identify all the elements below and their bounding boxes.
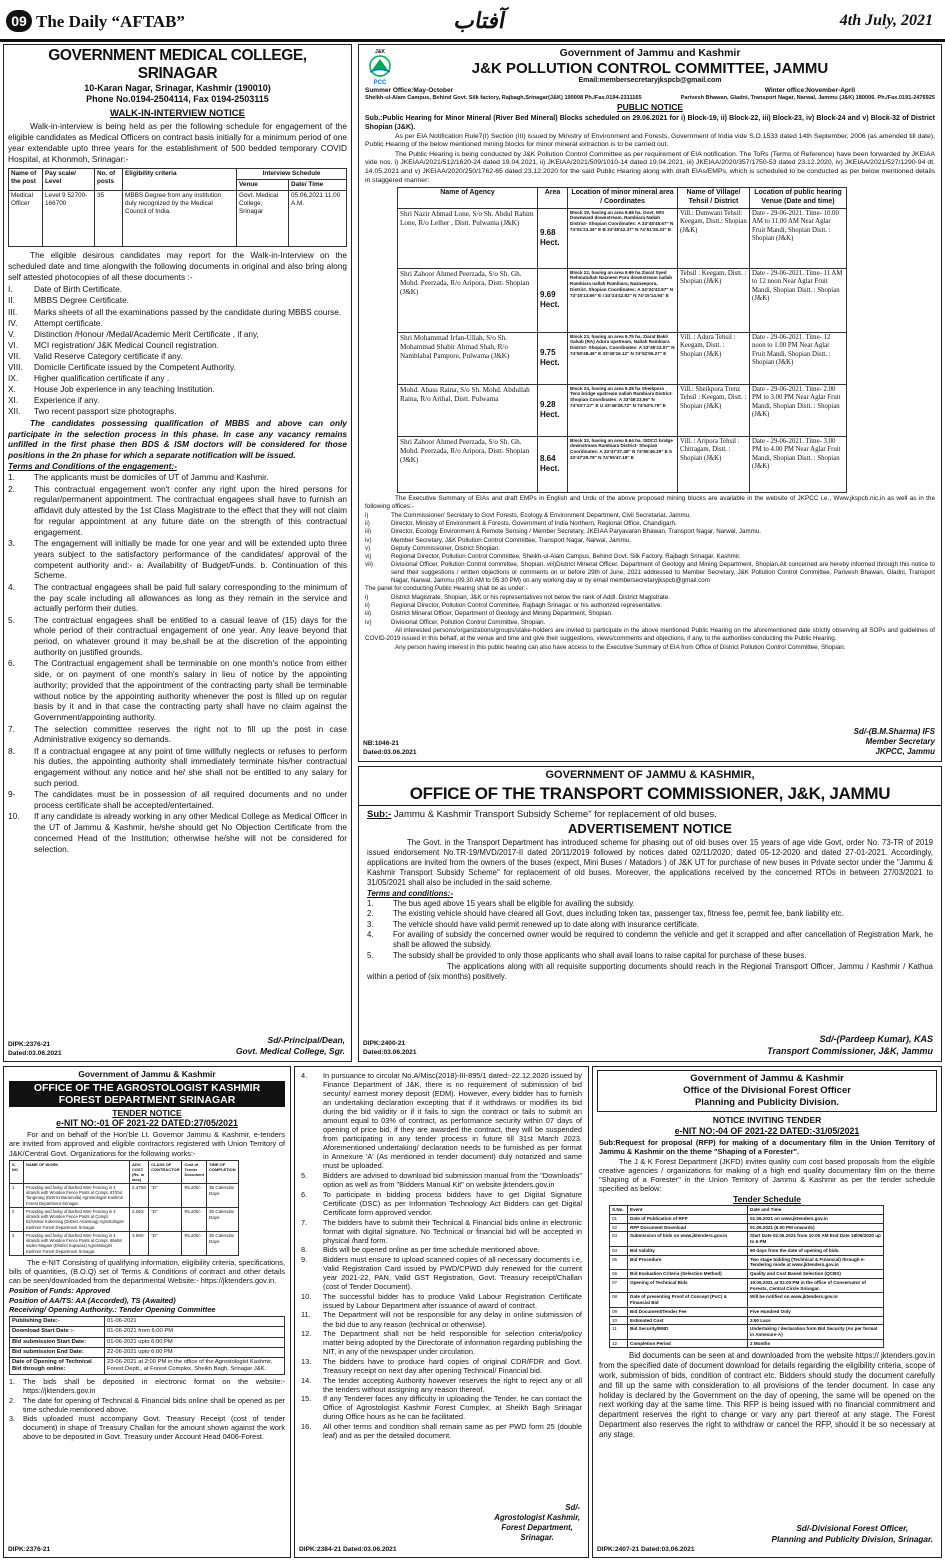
- list-item: 4. In pursuance to circular No.A/Misc(2018)-III-895/1 dated:-22.12.2020 issued by Finance Department of J&K, there is no requirement of submission of bid security/ earnest money deposit (EDM). However, every bidder has to furnish an undertaking declaration excepting that if it withdraws or modifies its bid during the bid validity or if it fails to sign the contract or fails to submit an amount equal to 03% of contract, as performance security within 07 days of opening of price bid, if they are awarded the contract, they will be suspended from participating in any tender process in future till 31st March 2023. Aforementioned undertaking/ declaration needs to be furnished as per format in Annexure 'A' (As mentioned in tender document) duly notarized and same must be uploaded.: [301, 1070, 582, 1171]
- agro-authority: Receiving/ Opening Authority.: Tender Opening Committee: [9, 1304, 216, 1314]
- td-venue: Date - 29-06-2021. Time- 12 noon to 1.00 PM Near Aglar Fruit Mandi, Shopian Distt. : Shopian (J&K): [750, 332, 847, 384]
- table-row: 1 Providing and fixing of Barbed Wire Fencing in 4 strands with Wooden Fence Posts at Compt. 67/Gul Tangmarg (District Baramulla) Agrostologist Kashmir Forest Department Srinagar. 2.4750 "D" Rs.200/- 35 Calendar Days: [10, 1183, 239, 1207]
- table-row: [398, 332, 847, 384]
- forest-p2: Bid documents can be seen at and downloaded from the website https:// jktenders.gov.in from the specified date of document download for details regarding the eligibility criteria, scope of work, submission of bids, condition of contract etc. Bidders should study the document carefully and fill up the same with consideration to all provisions of the tender document. In case any holiday is declared by the Government on the day of opening, the same will be opened on the next working day at the same time. This RFP is being issued with no financial commitment and department reserves the right to change or vary any part thereof at any stage. The Forest Department also reserves the right to withdraw or cancel the RFP, should it be so necessary at any stage.: [599, 1351, 935, 1439]
- th-event: Event: [628, 1206, 748, 1215]
- th-work: NAME OF WORK: [24, 1160, 130, 1183]
- transport-dipk-no: DIPK:2400-21: [363, 1040, 406, 1047]
- table-row: 2 Providing and fixing of Barbed Wire Fencing in 4 strands with Wooden Fence Posts at Compt. 62/Vatnar Kokernag (District Anantnag) Agrostologist Kashmir Forest Department Srinagar. 2.063 "D" Rs.200/- 30 Calendar Days: [10, 1207, 239, 1231]
- list-item: II. MBBS Degree Certificate.: [8, 295, 129, 306]
- th-eligibility: Eligibility criteria: [123, 169, 237, 191]
- newspaper-name: The Daily “AFTAB”: [36, 12, 185, 31]
- jkpcc-email: Email:membersecretaryjkspcb@gmail.com: [578, 77, 722, 85]
- agro-nit: e-NIT NO:-01 OF 2021-22 DATED:27/05/2021: [56, 1118, 238, 1129]
- td-location: Block 22, having an area 9.69 ha Ziarat Syed Rehmatullah Nazneen Pora downstream nallah Rambiara nallah Rambiara, Nazneepora, District. Shopian Coordinates: A 34°24'42.87" N 74°15'13.66" E I 34°24'42.82" N 74°15'14.94" E: [568, 268, 678, 332]
- list-item: 4. The contractual engagees shall be paid full salary corresponding to the minimum of the pay scale including all allowances as long as they remain in the service and actually perform their duties.: [8, 581, 347, 614]
- td-count: 35: [95, 191, 123, 247]
- forest-advertisement: [592, 1066, 942, 1558]
- list-item: IX. Higher qualification certificate if any .: [8, 373, 170, 384]
- agro-gov: Government of Jammu & Kashmir: [78, 1069, 216, 1079]
- list-item: i) The Commissioner/ Secretary to Govt Forests, Ecology & Environment Department, Civil Secretariat, Jammu.: [365, 511, 691, 519]
- th-venue: Venue: [237, 180, 289, 191]
- jkpcc-sub: Sub.:Public Hearing for Minor Mineral (River Bed Mineral) Blocks scheduled on 29.06.2021 for i) Block-19, ii) Block-22, iii) Block-23, iv) Block-24 and v) Block-32 of District Shopian (J&K).: [365, 114, 935, 131]
- list-item: 2. This contractual engagement won't confer any right upon the hired persons for regular/permanent appointment. The contractual engagees shall have to furnish an affidavit duly attested by the 1st Class Magistrate to the effect that they will not claim for regular appointment at any future date on the strength of this contractual engagement.: [8, 483, 347, 537]
- gmc-dipk-no: DIPK:2376-21: [8, 1041, 51, 1048]
- list-item: 7. The bidders have to submit their Technical & Financial bids online in electronic format with digital signature. No Technical or financial bid will be accepted in physical /hard form.: [301, 1217, 582, 1245]
- list-item: 2. The existing vehicle should have cleared all Govt, dues including token tax, passenger tax, fitness fee, permit fee, bank liability etc.: [367, 909, 844, 919]
- list-item: i) District Magistrate, Shopian, J&K or his representatives not below the rank of Addl. District Magistrate.: [365, 593, 670, 601]
- jkpcc-addr-winter: Parivesh Bhawan, Gladni, Transport Nagar, Narwal, Jammu (J&K) 180006. Ph./Fax.0191-2476925: [680, 95, 935, 101]
- td-area: 9.68 Hect.: [538, 208, 568, 268]
- newspaper-logo: آفتاب: [452, 8, 508, 34]
- agro-works-table: [9, 1160, 239, 1256]
- list-item: 12. The Department shall not be held responsible for selection criteria/policy matter being adopted by the Directorate of information regarding publishing the NIT, in any of the newspaper under circulation.: [301, 1329, 582, 1357]
- table-row: 07 Opening of Technical Bids 19.06.2021 at 02.00 PM in the office of Conservator of Forests, Central Circle Srinagar.: [610, 1278, 884, 1292]
- jkpcc-nb: [363, 739, 417, 757]
- gmc-intro: Walk-in-interview is being held as per the following schedule for engagement of the eligible candidates as Medical Officers on contract basis initially for a minimum period of one year extendable upto three years for the establishment of 500 bedded temporary COVID Hospital, at Khonmoh, Srinagar:-: [8, 121, 347, 165]
- table-row: Bid submission End Date: 22-06-2021 upto 6:00 PM: [10, 1347, 285, 1357]
- list-item: 1. The bus aged above 15 years shall be eligible for availing the subsidy.: [367, 898, 635, 908]
- list-item: 1. The bids shall be deposited in electronic format on the website:- https://jktenders.gov.in: [9, 1377, 285, 1396]
- agro-advertisement: [3, 1066, 291, 1558]
- transport-gov: GOVERNMENT OF JAMMU & KASHMIR,: [545, 769, 755, 781]
- list-item: 6. The Contractual engagement shall be terminable on one month's notice from either side, or on payment of one month's salary in lieu of notice by the appointing authority; provided that the appointment of the contracting party shall be terminable without notice by the appointing authority whenever the post is filled up on regular basis by it and in that case the contracting party shall have no claim against the Government/appointing authority.: [8, 658, 347, 723]
- jkpcc-p2: The Public Hearing is being conducted by J&K Pollution Control Committee as per requirement of EIA notification. The ToRs (Terms of Reference) have been forwarded by JKEIAA vide nos. i) JKEIAA/2021/512/1620-24 dated 19.04.2021, ii) JKEIAA/2021/509/1010-14 dated 19.04.2021, iii) JKEIAA/2020/357/1750-53 dated 23.12.2020, iv) JKEIAA/2021/527/1290-94 dt. 14.05.2021 and v) JKEIAA/2020/250/1762-65 dated 23.12.2020 for the said Public Hearing along with draft EIAs/EMPs, which is scheduled to be conducted as per below mentioned details in staggered manner:: [365, 150, 935, 184]
- transport-dated: Dated:03.06.2021: [363, 1049, 417, 1056]
- list-item: V. Distinction /Honour /Medal/Academic Merit Certificate , if any,: [8, 328, 259, 339]
- jkpcc-addr-summer: Sheikh-ul-Alam Campus, Behind Govt. Silk factory, Rajbagh,Srinagar(J&K) 190008 Ph./Fax.0194-2311165: [365, 95, 642, 101]
- transport-p2: The applications along with all requisite supporting documents should reach in the Regional Transport Officer, Jammu / Kashmir / Kathua within a period of (six months) positively.: [367, 961, 933, 981]
- jkpcc-title: J&K POLLUTION CONTROL COMMITTEE, JAMMU: [471, 60, 829, 78]
- table-row: 11 Bid Security/EMD Undertaking / declaration form Bid Security (As per format in Annexure-A): [610, 1325, 884, 1339]
- jkpcc-gov: Government of Jammu and Kashmir: [559, 47, 741, 59]
- jkpcc-summer: Summer Office:May-October: [365, 86, 454, 94]
- forest-office1: Office of the Divisional Forest Officer: [683, 1085, 851, 1096]
- pcc-emblem-icon: [366, 55, 394, 77]
- td-venue: Date - 29-06-2021. Time- 2.00 PM to 3.00 PM Near Aglar Fruit Mandi, Shopian Distt. : Shopian (J&K): [750, 384, 847, 436]
- th-class: CLASS OF CONTRACTOR: [149, 1160, 182, 1183]
- gmc-sig-line2: Govt. Medical College, Sgr.: [235, 1046, 345, 1056]
- list-item: 16. All other terms and condition shall remain same as per PWD form 25 (double leaf) and as per the detailed document.: [301, 1422, 582, 1441]
- jkpcc-notice: PUBLIC NOTICE: [616, 101, 684, 112]
- jkpcc-p3: The Executive Summary of EIAs and draft EMPs in English and Urdu of the above proposed mining blocks are available in the website of JKPCC i.e., Www.jkspcb.nic.in as well as in the following offices:-: [365, 494, 935, 510]
- td-village: Vill.: Dumwani Tehsil: Keegam, Distt.: Shopian (J&K): [678, 208, 750, 268]
- td-agency: Shri Zahoor Ahmed Peerzada, S/o Sh. Gh. Mohd. Peerzada, R/o Aripora, Distt. Shopian (J&K): [398, 268, 538, 332]
- agro-sig-line3: Forest Department,: [501, 1523, 573, 1532]
- transport-signature: [767, 1033, 933, 1057]
- gmc-dated: Dated:03.06.2021: [8, 1050, 62, 1057]
- jkpcc-signature: [854, 727, 935, 757]
- gmc-dipk: [8, 1040, 62, 1058]
- th-agency: Name of Agency: [398, 188, 538, 209]
- transport-terms-title: Terms and conditions:-: [367, 888, 453, 898]
- gmc-signature: [236, 1035, 345, 1057]
- list-item: 2. The date for opening of Technical & Financial bids online shall be opened as per time schedule mentioned above.: [9, 1395, 285, 1414]
- list-item: XI. Experience if any.: [8, 395, 100, 406]
- list-item: 11. The Department will not be responsible for any delay in online submission of the bid due to any reason (technical or otherwise).: [301, 1310, 582, 1329]
- td-post: Medical Officer: [9, 191, 43, 247]
- transport-sub-label: Sub:-: [367, 808, 392, 820]
- table-row: Publishing Date:- 01-06-2021: [10, 1317, 285, 1327]
- gmc-title: GOVERNMENT MEDICAL COLLEGE, SRINAGAR: [48, 47, 307, 82]
- td-location: Block 19, having an area 9.68 ha. Govt. M/S Downward downstream, Rambiara Nallah District- Shopian Coordinates: A 33°45'45.67" N 74°51'23.36" E B 33°45'42.37" N 74°51'29.33" E: [568, 208, 678, 268]
- table-row: 05 Bid Procedure Two stage bidding (Technical & Financial) through e-Tendering mode at www.jktenders.gov.in: [610, 1255, 884, 1269]
- list-item: VI. MCI registration/ J&K Medical Council registration.: [8, 339, 219, 350]
- td-area: 8.64 Hect.: [538, 436, 568, 492]
- jkpcc-winter: Winter office:November-April: [764, 86, 855, 94]
- gmc-sig-line1: Sd/-Principal/Dean,: [267, 1035, 345, 1045]
- agro-notice: TENDER NOTICE: [112, 1107, 182, 1118]
- jkpcc-advertisement: [358, 44, 942, 762]
- list-item: 15. If any Tenderer faces any difficulty in uploading the Tender, he can contact the Office of Agrostologist Kashmir Forest Complex, at Sheikh Bagh Srinagar during Office hours as he can be facilitated.: [301, 1394, 582, 1422]
- th-cost: ADV. COST (Rs. in lacs): [130, 1160, 149, 1183]
- td-area: 9.28 Hect.: [538, 384, 568, 436]
- masthead-rule: [0, 39, 945, 42]
- gmc-notice-title: WALK-IN-INTERVIEW NOTICE: [110, 107, 245, 119]
- gmc-priority-note: The candidates possessing qualification of MBBS and above can only participate in the selection process in this phase. In case any vacancy remains unfilled in the first phase then BDS & ISM doctors will be considered for those positions in the 2n phase for which a separate notification will be issued.: [8, 418, 347, 460]
- forest-notice: NOTICE INVITING TENDER: [712, 1115, 822, 1125]
- list-item: 3. The vehicle should have valid permit renewed up to date along with insurance certificate.: [367, 919, 699, 929]
- list-item: 13. The bidders have to produce hard copies of original CDR/FDR and Govt. Treasury receipt on next day after opening Technical/ Financial bid.: [301, 1356, 582, 1375]
- list-item: iv) Member Secretary, J&K Pollution Control Committee, Transport Nagar, Narwal, Jammu.: [365, 536, 631, 544]
- jkpcc-p4: All interested persons/organizations/groups/stake-holders are invited to participate in the above mentioned Public Hearing on the aforementioned date strictly observing all SOPs and guidelines of COVID-2019 issued in this behalf, at the venue and time and give their suggestions, views/comments and objections, if any, to the authorities conducting the Public Hearing.: [365, 627, 935, 643]
- th-doc: Cost of Tender Document: [182, 1160, 207, 1183]
- td-village: Vill. : Adura Tehsil : Keegam, Distt. : Shopian (J&K): [678, 332, 750, 384]
- gmc-schedule-table: [8, 168, 347, 247]
- table-row: Download Start Date :- 01-06-2021 from 6:00 PM: [10, 1327, 285, 1337]
- transport-terms-list: [367, 899, 933, 961]
- forest-gov: Government of Jammu & Kashmir: [690, 1073, 844, 1084]
- th-village: Name of Village/ Tehsil / District: [678, 188, 750, 209]
- table-row: [398, 208, 847, 268]
- gmc-advertisement: [3, 44, 352, 1062]
- page-number: 09: [6, 10, 32, 32]
- th-sno: S.No.: [610, 1206, 628, 1215]
- jkpcc-sig-line1: Sd/-(B.M.Sharma) IFS: [853, 727, 935, 736]
- table-row: 3 Providing and fixing of Barbed Wire Fencing in 4 strands with Wooden Fence Posts at Compt. 69a/M sadev Magam (District Kupwara) Agrostologist Kashmir Forest Department Srinagar. 3.650 "D" Rs.200/- 30 Calendar Days: [10, 1231, 239, 1255]
- list-item: v) Deputy Commissioner, District Shopian.: [365, 544, 501, 552]
- pcc-logo: [365, 49, 395, 89]
- gmc-terms-title: Terms and Conditions of the engagement:-: [8, 461, 177, 472]
- middle-dipk: DIPK:2384-21 Dated:03.06.2021: [299, 1545, 397, 1553]
- jkpcc-panel-list: [365, 594, 935, 627]
- list-item: IV. Attempt certificate.: [8, 317, 103, 328]
- list-item: 3. Bids uploaded must accompany Govt. Treasury Receipt (cost of tender document) in shape of Treasury Challan for the amount shown against the work above to be deposited in Govt. Treasury under Account Head 0406-Forest.: [9, 1414, 285, 1442]
- td-venue: Date - 29-06-2021. Time- 11 AM to 12 noon Near Aglar Fruit Mandi, Shopian Distt. : Shopian (J&K): [750, 268, 847, 332]
- td-venue: Date - 29-06-2021. Time- 10.00 AM to 11.00 AM Near Aglar Fruit Mandi, Shopian Distt. : Shopian (J&K): [750, 208, 847, 268]
- jkpcc-panel-intro: The panel for conducting Public Hearing shall be as under:-: [365, 585, 528, 593]
- list-item: vi) Regional Director, Pollution Control Committee, Sheikh-ul-Alam Campus, Behind Govt. Silk Factory, Rajbagh Srinagar. Kashmir.: [365, 553, 741, 561]
- list-item: ii) Director, Ministry of Environment & Forests, Government of India Northern, Regional Office, Chandigarh.: [365, 519, 677, 527]
- jkpcc-nb-no: NB:1046-21: [363, 740, 399, 747]
- pcc-logo-top: J&K: [374, 49, 385, 55]
- td-venue: Govt. Medical College, Srinagar: [237, 191, 289, 247]
- th-location: Location of minor mineral area / Coordinates: [568, 188, 678, 209]
- jkpcc-p5: Any person having interest in this public hearing can also have access to the Executive Summary of EIA from Office of District Pollution Control Committee, Shopian.: [395, 643, 846, 651]
- list-item: 5. The subsidy shall be provided to only those applicants who shall avail loans to raise capital for purchase of these buses.: [367, 950, 807, 960]
- list-item: 5. The contractual engagees shall be entitled to a casual leave of (15) days for the whole period of their contractual engagement of one year. Any leave beyond that period, on whatever ground it may be,shall be at the discretion of the appointing authority on justified grounds.: [8, 614, 347, 657]
- table-row: Bid submission Start Date: 01-06-2021 upto 6:00 PM: [10, 1337, 285, 1347]
- td-village: Tehsil : Keegam, Distt. : Shopian (J&K): [678, 268, 750, 332]
- transport-title: OFFICE OF THE TRANSPORT COMMISSIONER, J&K, JAMMU: [359, 783, 941, 806]
- list-item: 4. For availing of subsidy the concerned owner would be required to condemn the vehicle and get it scrapped and after cancellation of Registration Mark, he shall be allowed the subsidy.: [367, 930, 933, 950]
- pcc-logo-bottom: PCC: [373, 79, 387, 86]
- jkpcc-blocks-table: [397, 187, 847, 493]
- th-area: Area: [538, 188, 568, 209]
- td-agency: Mohd. Abass Raina, S/o Sh. Mohd. Abdullah Raina, R/o Arihal, Distt. Pulwama: [398, 384, 538, 436]
- gmc-docs-list: [8, 284, 347, 417]
- table-row: 06 Bid Evaluation Criteria (Selection Method) Quality and Cost Based Selection (QCBS): [610, 1270, 884, 1279]
- td-location: Block 23, having an area 9.75 ha. Ziarat Bakil Sahab (RA) Adura upstream, Nallah Rambiara District- Shopian. Coordinates: A 33°46'23.07" N 74°50'48.46" E 33°46'16.12" N 74°52'55.27" E: [568, 332, 678, 384]
- agro-items-list: [295, 1067, 588, 1444]
- gmc-address: 10-Karan Nagar, Srinagar, Kashmir (190010): [84, 83, 271, 93]
- td-agency: Shri Zahoor Ahmed Peerzada, S/o Sh. Gh. Mohd. Peerzada, R/o Aripora, Distt. Shopian (J&K): [398, 436, 538, 492]
- forest-p1: The J & K Forest Department (JKFD) invites quality cum cost based proposals from the eligible creative agencies / organizations for making of a high end quality documentary film on the theme "Shaping of a Forester" in the Union Territory of Jammu & Kashmir as per the tender schedule specified as below:: [599, 1156, 935, 1193]
- gmc-phone: Phone No.0194-2504114, Fax 0194-2503115: [86, 94, 269, 105]
- list-item: XII. Two recent passport size photographs.: [8, 406, 177, 417]
- list-item: iii) District Mineral Officer, Department of Geology and Mining Department, Shopian.: [365, 610, 613, 618]
- forest-schedule-title: Tender Schedule: [733, 1193, 801, 1204]
- th-posts: No. of posts: [95, 169, 123, 191]
- transport-notice: ADVERTISEMENT NOTICE: [568, 820, 732, 836]
- list-item: 7. The selection committee reserves the right not to fill up the post in case Administrative exigency so demands.: [8, 723, 347, 745]
- agro-conditions-list: [9, 1377, 285, 1441]
- td-location: Block 24, having an area 9.28 ha Sheikpora Tenz bridge upstream nallah Rambiara District- Shopian Coordinates: A 33°46'23.56" N 74°53'7.27" E U 33°46'28.72" N 74°53'5.79" E: [568, 384, 678, 436]
- list-item: 5. Bidders are advised to download bid submission manual from the "Downloads" option as well as from "Bidders Manual Kit" on website jktenders.gov.in: [301, 1171, 582, 1190]
- agro-signature: [494, 1503, 580, 1543]
- jkpcc-offices-list: [365, 512, 935, 585]
- forest-sig-line1: Sd/-Divisional Forest Officer,: [796, 1524, 909, 1533]
- jkpcc-p1: As per EIA Notification Rule7(I) Section (III) issued by Ministry of Environment and Forests, Government of India vide S.O.1533 dated 14th September, 2006 (as amended till date), Public Hearing of the below mentioned mining blocks for minor mineral extraction is to be carried out.: [365, 132, 935, 149]
- transport-p1: The Govt. in the Transport Department has introduced scheme for phasing out of old buses over 15 years of age vide Govt, order No. 73-TR of 2019 issued endorsement No.TR-19/MVD/2017-II dated 20/11/2019 followed by notices dated 02/11/2020, dated 05-12-2020 and dated 27-01-2021. Accordingly, applications are invited from the owners of the buses (expect, Mini Buses / Matadors ) of J&K UT for purchase of new buses in Private sector under the "Jammu & Kashmir Transport Subsidy Scheme" for replacement of old buses. Moreover, the applications received by the concerned RTOs in between 27/03/2021 to 31/05/2021 shall also be included in the said scheme.: [367, 837, 933, 887]
- td-agency: Shri Nazir Ahmad Lone, S/o Sh. Abdul Rahim Lone, R/o Lelher , Distt. Pulwama (J&K): [398, 208, 538, 268]
- table-row: [398, 268, 847, 332]
- table-row: 02 RFP Document Download 01.06.2021 (6.00 PM onwards): [610, 1223, 884, 1232]
- agro-p1: For and on behalf of the Hon'ble Lt. Governor Jammu & Kashmir, e-tenders are invited from approved and eligible contractors registered with Union Territory of J&K/Central Govt. Organizations for the following works:-: [9, 1130, 285, 1158]
- agro-continued: [294, 1066, 589, 1558]
- table-row: 01 Date of Publication of RFP 01.06.2021 on www.jktenders.gov.in: [610, 1214, 884, 1223]
- td-area: 9.75 Hect.: [538, 332, 568, 384]
- jkpcc-sig-line2: Member Secretary: [865, 737, 935, 746]
- table-row: 09 Bid Document/Tender Fee Five Hundred Only: [610, 1307, 884, 1316]
- list-item: VII. Valid Reserve Category certificate if any.: [8, 350, 183, 361]
- th-post: Name of the post: [9, 169, 43, 191]
- td-eligibility: MBBS Degree from any institution duly recognized by the Medical Council of India.: [123, 191, 237, 247]
- agro-schedule-table: [9, 1316, 285, 1375]
- list-item: 6. To participate in bidding process bidders have to get Digital Signature Certificate (DSC) as per Information Technology Act Bidders can get Digital Certificate form approved vendor.: [301, 1189, 582, 1217]
- th-datetime: Date/ Time: [289, 180, 347, 191]
- table-row: Date of Opening of Technical Bid through online: 23-06-2021 at 2:00 PM in the office of the Agrostologist Kashmir, Forest Deptt., at Forest Complex, Sheikh Bagh, Srinagar J&K.: [10, 1358, 285, 1375]
- forest-schedule-table: [609, 1205, 884, 1348]
- list-item: X. House Job experience in any teaching Institution.: [8, 384, 215, 395]
- th-time: TIME OF COMPLETION: [207, 1160, 239, 1183]
- agro-sig-line4: Srinagar.: [520, 1533, 554, 1542]
- agro-aa: Position of AA/TS: AA (Accorded), TS (Awaited): [9, 1295, 176, 1305]
- agro-dipk: DIPK:2376-21: [8, 1545, 51, 1553]
- list-item: I. Date of Birth Certificate.: [8, 284, 123, 295]
- table-row: [398, 436, 847, 492]
- th-interview: Interview Schedule: [237, 169, 347, 180]
- td-datetime: 05.06.2021 11.00 A.M.: [289, 191, 347, 247]
- forest-office2: Planning and Publicity Division.: [694, 1097, 840, 1108]
- list-item: iii) Director, Ecology Environment & Remote Sensing / Member Secretary, JKEIAA Paryavaran Bhawan, Transport Nagar, Narwal, Jammu.: [365, 528, 761, 536]
- table-row: 03 Submission of bids on www.jktenders.gov.in Start Date 02.06.2021 from 10.00 AM End Date 18/06/2020 up to 6 PM: [610, 1232, 884, 1246]
- td-location: Block 32, having an area 8.64 ha. SIDCO bridge downstream Rambiara District- Shopian Coordinates: A 33°47'37.48" N 74°55'49.29" E S 33°47'29.78" N 74°55'47.19" E: [568, 436, 678, 492]
- forest-dipk: DIPK:2407-21 Dated:03.06.2021: [597, 1545, 695, 1553]
- td-venue: Date - 29-06-2021. Time- 3.00 PM to 4.00 PM Near Aglar Fruit Mandi, Shopian Distt. : Shopian (J&K): [750, 436, 847, 492]
- agro-p2: The e-NIT Consisting of qualifying information, eligibility criteria, specifications, bills of quantities, (B.O.Q) set of Terms & Conditions of contract and other details can be seen/downloaded from the departmental Website:- https://jktenders.gov.in.: [9, 1257, 285, 1286]
- forest-nit: e-NIT NO:-04 OF 2021-22 DATED:-31/05/2021: [674, 1125, 860, 1136]
- list-item: 8. If a contractual engagee at any point of time willfully neglects or refuses to perform his duties, the appointing authority shall immediately terminate his/her contractual engagement without any notice and he/ she shall not be entitled to any salary for such period.: [8, 745, 347, 789]
- th-sno: S. NO: [10, 1160, 24, 1183]
- td-agency: Shri Mohammad Irfan-Ullah, S/o Sh. Mohammad Shabir Ahmad Shah, R/o Namblabal Pampore, Pulwama (J&K): [398, 332, 538, 384]
- forest-signature: [771, 1524, 933, 1545]
- list-item: 3. The engagement will initially be made for one year and will be extended upto three years subject to the satisfactory performance of the candidates/ approval of the competent authority and:- a. Availability of Budget/Funds. b. Continuation of this Scheme.: [8, 538, 347, 581]
- masthead: [0, 0, 945, 40]
- table-row: 12 Completion Period 2 Months: [610, 1339, 884, 1348]
- list-item: VIII. Domicile Certificate issued by the Competent Authority.: [8, 362, 236, 373]
- list-item: 9. Bidders must ensure to upload scanned copies of all necessary documents i.e, Valid Registration Card issued by PWD/CPWD duly renewed for the current year 2021-22, PAN, Valid GST Registration, Govt. Treasury receipt/Challan (cost of Tender Document).: [301, 1254, 582, 1292]
- th-venue: Location of public hearing Venue (Date and time): [750, 188, 847, 209]
- table-row: 04 Bid Validity 90 days from the date of opening of bids.: [610, 1246, 884, 1255]
- table-row: 10 Estimated Cost 3.90 Lacs: [610, 1316, 884, 1325]
- list-item: ii) Regional Director, Pollution Control Committee, Rajbagh Srinagar. or his authorized representative.: [365, 601, 663, 609]
- issue-date: 4th July, 2021: [839, 12, 933, 29]
- agro-title: OFFICE OF THE AGROSTOLOGIST KASHMIR FOREST DEPARTMENT SRINAGAR: [9, 1081, 285, 1107]
- forest-sig-line2: Planning and Publicity Division, Srinagar.: [771, 1534, 933, 1544]
- transport-sig-line1: Sd/-(Pardeep Kumar), KAS: [819, 1034, 933, 1044]
- agro-sig-line1: Sd/-: [565, 1503, 580, 1512]
- td-village: Vill.: Sheikpora Trenz Tehsil : Keegam, Distt. : Shopian (J&K): [678, 384, 750, 436]
- list-item: 8. Bids will be opened online as per time schedule mentioned above.: [301, 1245, 540, 1255]
- list-item: vii) Divisional Officer, Pollution Control committee, Shopian. viii)District Mineral Officer, Department of Geology and Mining Department, Shopian.All concerned are hereby informed through this notice to send their suggestions / written objections or comments on or before 29th of June, 2021 addressed to Member Secretary, J&K Pollution Control Committee, Parivesh Bhawan, Gladni, Transport Nagar, Narwal, Jammu (09.30 AM to 05.30 PM) on any working day or by email membersecretaryjkspcb@gmail.com: [365, 561, 935, 585]
- agro-sig-line2: Agrostologist Kashmir,: [494, 1513, 580, 1522]
- table-row: [398, 384, 847, 436]
- list-item: 14. The tender accepting Authority however reserves the right to reject any or all the tenders without assigning any reason thereof.: [301, 1375, 582, 1394]
- gmc-terms-list: [8, 472, 347, 854]
- td-area: 9.69 Hect.: [538, 268, 568, 332]
- forest-sub: Sub:Request for proposal (RFP) for making of a documentary film in the Union Territory of Jammu & Kashmir on the theme "Shaping of a Forester".: [599, 1137, 935, 1156]
- transport-advertisement: [358, 766, 942, 1062]
- jkpcc-sig-line3: JKPCC, Jammu: [875, 747, 935, 756]
- th-datetime: Date and Time: [748, 1206, 884, 1215]
- th-pay: Pay scale/ Level: [43, 169, 95, 191]
- list-item: 10. The successful bidder has to produce Valid Labour Registration Certificate issued by Labour Department after issuance of award of contract.: [301, 1291, 582, 1310]
- list-item: 9- The candidates must be in possession of all required documents and no under process certificate shall be accepted/entertained.: [8, 789, 347, 811]
- list-item: iv) Divisional Officer, Pollution Control Committee, Shopian.: [365, 618, 546, 626]
- td-pay: Level 9 52700-166700: [43, 191, 95, 247]
- list-item: 1. The applicants must be domiciles of UT of Jammu and Kashmir.: [8, 472, 269, 483]
- transport-sig-line2: Transport Commissioner, J&K, Jammu: [767, 1046, 933, 1056]
- jkpcc-dated: Dated:03.06.2021: [363, 749, 417, 756]
- list-item: III. Marks sheets of all the examinations passed by the candidate during MBBS course.: [8, 306, 342, 317]
- transport-dipk: [363, 1039, 417, 1057]
- transport-sub: Jammu & Kashmir Transport Subsidy Scheme" for replacement of old buses.: [393, 808, 717, 820]
- agro-funds: Position of Funds: Approved: [9, 1286, 111, 1296]
- table-row: 08 Date of presenting Proof of Concept (PoC) & Financial Bid Will be notified on www.jktenders.gov.in: [610, 1293, 884, 1307]
- gmc-docs-intro: The eligible desirous candidates may report for the Walk-in-Interview on the scheduled date and time alongwith the following documents in original and also bring along self attested photocopies of all these documents :-: [8, 250, 347, 283]
- td-village: Vill. : Aripora Tehsil : Chitragam, Distt. : Shopian (J&K): [678, 436, 750, 492]
- list-item: 10. If any candidate is already working in any other Medical College as Medical Officer in the UT of Jammu & Kashmir, he/she should get No Objection Certificate from the concerned Head of the Institution; otherwise he/she will not be considered for selection.: [8, 811, 347, 854]
